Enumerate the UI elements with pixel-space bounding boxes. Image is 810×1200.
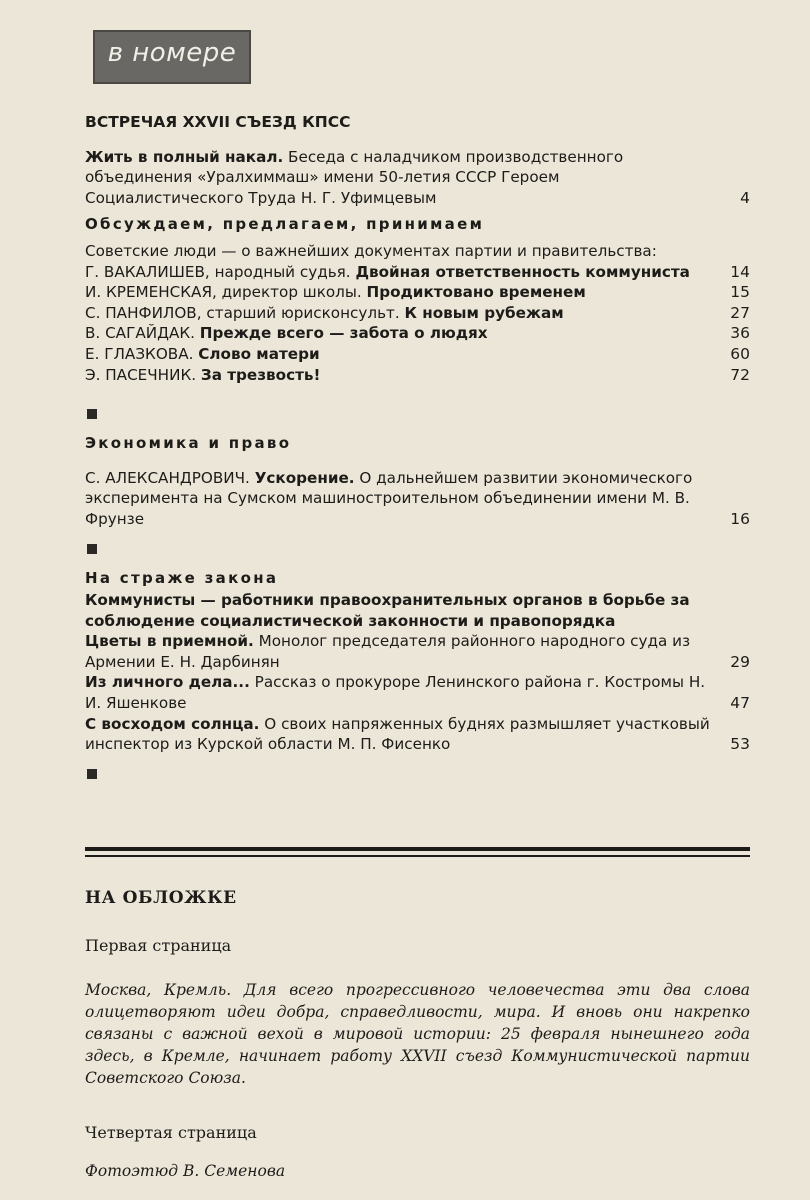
page-number: 53 bbox=[730, 735, 750, 754]
page-number: 14 bbox=[730, 262, 750, 281]
entry-author: Г. ВАКАЛИШЕВ, народный судья. bbox=[85, 262, 356, 281]
fourth-page-label: Четвертая страница bbox=[85, 1123, 257, 1142]
cover-title: НА ОБЛОЖКЕ bbox=[85, 888, 237, 908]
toc-entry-glazkova[interactable] bbox=[85, 344, 750, 365]
entry-text: О своих напряженных буднях размышляет участковый инспектор из Курской области М. П. Фисенко bbox=[85, 714, 710, 754]
guard-headline: Коммунисты — работники правоохранительных органов в борьбе за соблюдение социалистической законности и правопорядка bbox=[85, 591, 690, 630]
entry-title: Двойная ответственность коммуниста bbox=[355, 262, 690, 281]
entry-title: К новым рубежам bbox=[404, 303, 564, 322]
entry-title: Жить в полный накал. bbox=[85, 147, 284, 166]
fourth-page-text: Фотоэтюд В. Семенова bbox=[85, 1162, 286, 1180]
entry-title: С восходом солнца. bbox=[85, 714, 260, 733]
section-divider-square bbox=[87, 769, 97, 779]
guard-section-title: На страже закона bbox=[85, 568, 279, 587]
page-number: 4 bbox=[740, 188, 750, 207]
in-this-issue-badge bbox=[93, 30, 251, 84]
toc-entry-lead[interactable] bbox=[85, 147, 750, 209]
toc-entry-pasechnik[interactable] bbox=[85, 365, 750, 386]
discuss-section-title: Обсуждаем, предлагаем, принимаем bbox=[85, 215, 485, 234]
entry-title: Цветы в приемной. bbox=[85, 632, 254, 651]
entry-text: Монолог председателя районного народного суда из Армении Е. Н. Дарбинян bbox=[85, 632, 691, 671]
toc-entry-vakalishev[interactable] bbox=[85, 262, 750, 283]
page-number: 47 bbox=[730, 694, 750, 713]
page-number: 72 bbox=[730, 365, 750, 384]
section-divider-square bbox=[87, 409, 97, 419]
toc-entry-flowers[interactable] bbox=[85, 631, 750, 672]
entry-author: С. АЛЕКСАНДРОВИЧ. bbox=[85, 468, 255, 487]
divider-rule-thin bbox=[85, 855, 750, 857]
page-number: 15 bbox=[730, 283, 750, 302]
main-section-title: ВСТРЕЧАЯ XXVII СЪЕЗД КПСС bbox=[85, 113, 351, 131]
page-number: 16 bbox=[730, 509, 750, 528]
page-number: 36 bbox=[730, 324, 750, 343]
cover-notes bbox=[85, 888, 750, 1180]
entry-title: Продиктовано временем bbox=[366, 283, 586, 302]
entry-text: Беседа с наладчиком производственного объединения «Уралхиммаш» имени 50-летия СССР Героем Социалистического Труда Н. Г. Уфимцевым bbox=[85, 147, 624, 207]
entry-author: И. КРЕМЕНСКАЯ, директор школы. bbox=[85, 283, 367, 302]
in-this-issue-label: в номере bbox=[107, 38, 237, 68]
entry-text: Рассказ о прокуроре Ленинского района г. Костромы Н. И. Яшенкове bbox=[85, 673, 706, 713]
page-number: 27 bbox=[730, 303, 750, 322]
entry-author: Э. ПАСЕЧНИК. bbox=[85, 365, 201, 384]
table-of-contents bbox=[85, 112, 750, 793]
page-number: 29 bbox=[730, 652, 750, 671]
entry-title: За трезвость! bbox=[200, 365, 321, 384]
entry-text: О дальнейшем развитии экономического эксперимента на Сумском машиностроительном объединении имени М. В. Фрунзе bbox=[85, 468, 693, 528]
toc-entry-panfilov[interactable] bbox=[85, 303, 750, 324]
entry-author: Е. ГЛАЗКОВА. bbox=[85, 344, 199, 363]
entry-title: Ускорение. bbox=[254, 468, 355, 487]
first-page-label: Первая страница bbox=[85, 936, 232, 955]
entry-title: Слово матери bbox=[198, 344, 320, 363]
page-number: 60 bbox=[730, 344, 750, 363]
discuss-intro: Советские люди — о важнейших документах партии и правительства: bbox=[85, 241, 657, 260]
entry-author: В. САГАЙДАК. bbox=[85, 324, 200, 343]
economy-section-title: Экономика и право bbox=[85, 434, 292, 453]
toc-entry-sagaidak[interactable] bbox=[85, 323, 750, 344]
entry-title: Из личного дела... bbox=[85, 673, 250, 692]
divider-rule-thick bbox=[85, 847, 750, 851]
section-divider-square bbox=[87, 544, 97, 554]
entry-author: С. ПАНФИЛОВ, старший юрисконсульт. bbox=[85, 303, 405, 322]
toc-entry-aleksandrovich[interactable] bbox=[85, 468, 750, 530]
entry-title: Прежде всего — забота о людях bbox=[199, 324, 488, 343]
first-page-text: Москва, Кремль. Для всего прогрессивного человечества эти два слова олицетворяют идеи добра, справедливости, мира. И вновь они накрепко связаны с важной вехой в мировой истории: 25 февраля нынешнего года здесь, в Кремле, начинает работу XXVII съезд Коммунистической партии Советского Союза. bbox=[85, 981, 750, 1087]
toc-entry-personal-file[interactable] bbox=[85, 672, 750, 713]
toc-entry-kremenskaya[interactable] bbox=[85, 282, 750, 303]
toc-entry-sunrise[interactable] bbox=[85, 714, 750, 755]
